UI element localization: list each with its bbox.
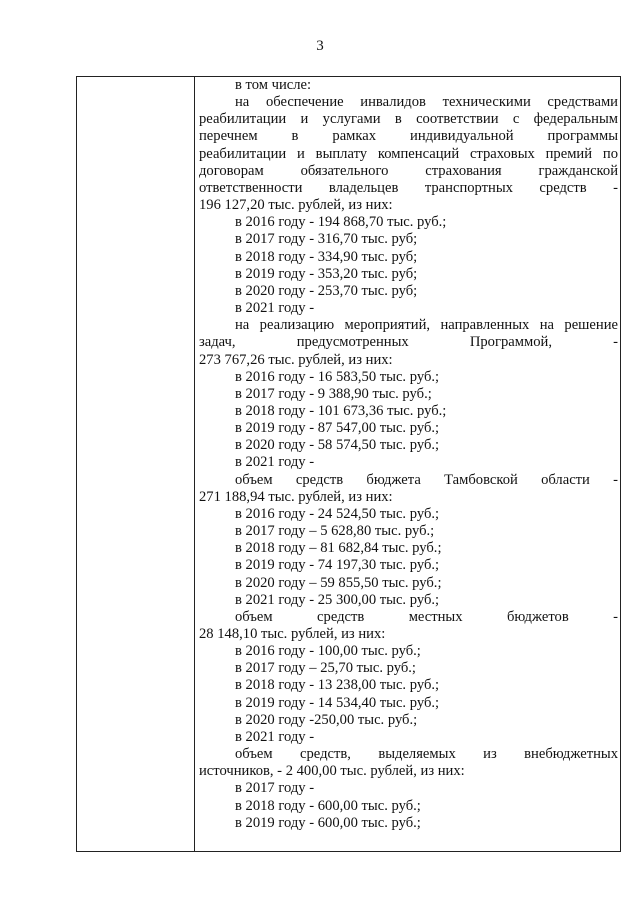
text-line: в 2020 году - 253,70 тыс. руб; xyxy=(235,282,418,299)
document-table xyxy=(76,76,621,852)
text-line: в 2019 году - 87 547,00 тыс. руб.; xyxy=(235,420,440,437)
text-line: в том числе: xyxy=(235,77,312,93)
text-line: в 2020 году – 59 855,50 тыс. руб.; xyxy=(235,574,442,591)
text-line: на реализацию мероприятий, направленных на решение xyxy=(235,317,618,334)
text-line: в 2019 году - 14 534,40 тыс. руб.; xyxy=(235,694,440,711)
text-line: в 2016 году - 194 868,70 тыс. руб.; xyxy=(235,214,447,231)
text-line: 273 767,26 тыс. рублей, из них: xyxy=(199,351,393,368)
text-line: в 2016 году - 100,00 тыс. руб.; xyxy=(235,643,421,660)
column-divider xyxy=(194,77,195,851)
text-line: реабилитации и услугами в соответствии с федеральным xyxy=(199,111,618,128)
text-line: в 2017 году - xyxy=(235,780,315,797)
table-content-cell xyxy=(199,77,618,832)
page-number: 3 xyxy=(316,38,324,54)
text-line: в 2019 году - 353,20 тыс. руб; xyxy=(235,265,418,282)
text-line: 28 148,10 тыс. рублей, из них: xyxy=(199,626,386,642)
text-line: задач, предусмотренных Программой, - xyxy=(199,334,618,351)
text-line: в 2021 году - xyxy=(235,300,315,317)
text-line: на обеспечение инвалидов техническими средствами xyxy=(235,94,618,111)
text-line: перечнем в рамках индивидуальной программы xyxy=(199,128,618,145)
text-line: 271 188,94 тыс. рублей, из них: xyxy=(199,488,393,505)
text-line: в 2019 году - 74 197,30 тыс. руб.; xyxy=(235,557,440,574)
text-line: в 2017 году – 25,70 тыс. руб.; xyxy=(235,660,416,677)
text-line: объем средств, выделяемых из внебюджетных xyxy=(235,746,618,763)
text-line: в 2021 году - xyxy=(235,728,315,745)
text-line: в 2016 году - 16 583,50 тыс. руб.; xyxy=(235,368,440,385)
text-line: ответственности владельцев транспортных средств - xyxy=(199,179,618,196)
text-line: реабилитации и выплату компенсаций страховых премий по xyxy=(199,145,618,162)
text-line: источников, - 2 400,00 тыс. рублей, из них: xyxy=(199,763,465,780)
text-line: в 2018 году - 334,90 тыс. руб; xyxy=(235,248,418,265)
text-line: в 2018 году – 81 682,84 тыс. руб.; xyxy=(235,540,442,557)
text-line: в 2018 году - 13 238,00 тыс. руб.; xyxy=(235,677,440,694)
text-line: в 2021 году - xyxy=(235,454,315,471)
text-line: договорам обязательного страхования гражданской xyxy=(199,162,618,179)
text-line: в 2021 году - 25 300,00 тыс. руб.; xyxy=(235,591,440,608)
text-line: в 2017 году - 316,70 тыс. руб; xyxy=(235,231,418,248)
text-line: в 2020 году -250,00 тыс. руб.; xyxy=(235,711,418,728)
text-line: объем средств местных бюджетов - xyxy=(235,608,618,625)
text-line: в 2018 году - 101 673,36 тыс. руб.; xyxy=(235,402,447,419)
text-line: в 2020 году - 58 574,50 тыс. руб.; xyxy=(235,437,440,454)
text-line: объем средств бюджета Тамбовской области - xyxy=(235,471,618,488)
text-line: в 2017 году - 9 388,90 тыс. руб.; xyxy=(235,385,432,402)
text-line: 196 127,20 тыс. рублей, из них: xyxy=(199,197,393,214)
text-line: в 2016 году - 24 524,50 тыс. руб.; xyxy=(235,505,440,522)
text-line: в 2017 году – 5 628,80 тыс. руб.; xyxy=(235,523,435,540)
text-line: в 2018 году - 600,00 тыс. руб.; xyxy=(235,797,421,814)
text-line: в 2019 году - 600,00 тыс. руб.; xyxy=(235,814,421,831)
